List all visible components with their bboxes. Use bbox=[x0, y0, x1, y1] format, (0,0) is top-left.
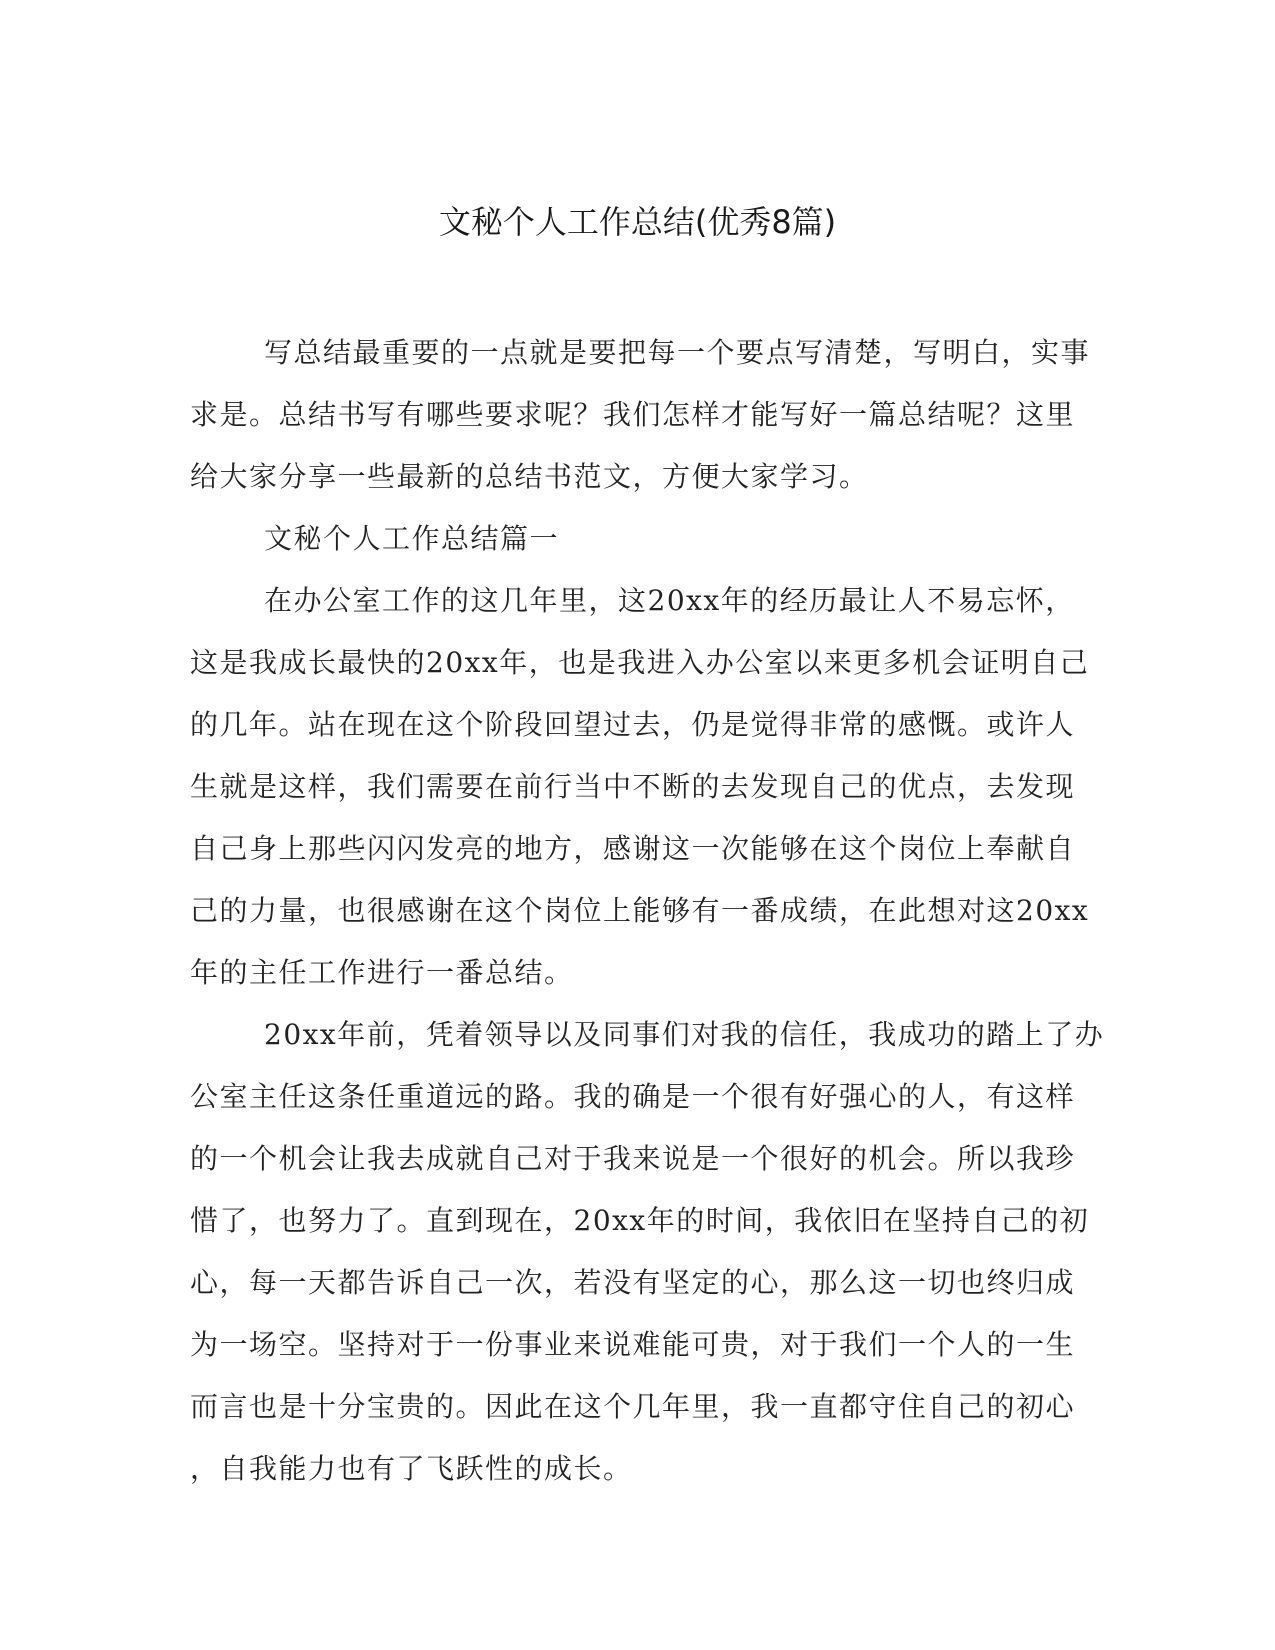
text-line: 求是。总结书写有哪些要求呢？我们怎样才能写好一篇总结呢？这里 bbox=[190, 398, 1076, 431]
text-line: 而言也是十分宝贵的。因此在这个几年里，我一直都守住自己的初心 bbox=[190, 1390, 1076, 1423]
text-line: 自己身上那些闪闪发亮的地方，感谢这一次能够在这个岗位上奉献自 bbox=[190, 832, 1076, 865]
text-line: 公室主任这条任重道远的路。我的确是一个很有好强心的人，有这样 bbox=[190, 1080, 1076, 1113]
text-line: 20xx年前，凭着领导以及同事们对我的信任，我成功的踏上了办 bbox=[264, 1018, 1105, 1051]
text-line: ，自我能力也有了飞跃性的成长。 bbox=[190, 1452, 633, 1485]
text-line: 生就是这样，我们需要在前行当中不断的去发现自己的优点，去发现 bbox=[190, 770, 1076, 803]
text-line: 己的力量，也很感谢在这个岗位上能够有一番成绩，在此想对这20xx bbox=[190, 894, 1090, 927]
text-line: 这是我成长最快的20xx年，也是我进入办公室以来更多机会证明自己 bbox=[190, 646, 1090, 679]
section-heading: 文秘个人工作总结篇一 bbox=[264, 522, 560, 555]
text-line: 的一个机会让我去成就自己对于我来说是一个很好的机会。所以我珍 bbox=[190, 1142, 1076, 1175]
text-line: 为一场空。坚持对于一份事业来说难能可贵，对于我们一个人的一生 bbox=[190, 1328, 1076, 1361]
text-line: 给大家分享一些最新的总结书范文，方便大家学习。 bbox=[190, 460, 869, 493]
text-line: 的几年。站在现在这个阶段回望过去，仍是觉得非常的感慨。或许人 bbox=[190, 708, 1076, 741]
text-line: 写总结最重要的一点就是要把每一个要点写清楚，写明白，实事 bbox=[264, 336, 1091, 369]
document-title: 文秘个人工作总结(优秀8篇) bbox=[438, 203, 837, 241]
text-line: 惜了，也努力了。直到现在，20xx年的时间，我依旧在坚持自己的初 bbox=[190, 1204, 1090, 1237]
text-line: 年的主任工作进行一番总结。 bbox=[190, 956, 574, 989]
text-line: 在办公室工作的这几年里，这20xx年的经历最让人不易忘怀， bbox=[264, 584, 1075, 617]
text-line: 心，每一天都告诉自己一次，若没有坚定的心，那么这一切也终归成 bbox=[190, 1266, 1076, 1299]
document-body bbox=[190, 322, 1105, 1500]
